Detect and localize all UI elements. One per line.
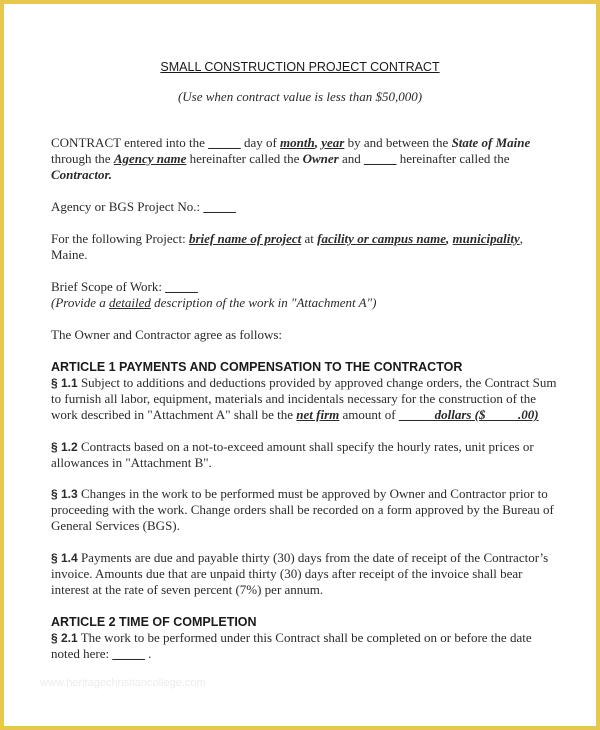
- intro-text: day of: [240, 135, 281, 150]
- section-text: General Services (BGS).: [51, 518, 180, 533]
- scope-label: Brief Scope of Work:: [51, 279, 166, 294]
- intro-text: CONTRACT entered into the: [51, 135, 209, 150]
- agency-project-line: [51, 199, 561, 215]
- agency-project-blank: _____: [203, 199, 236, 214]
- section-text: Payments are due and payable thirty (30) days from the date of receipt of the Contractor’s: [77, 550, 549, 565]
- intro-text: by and between the: [344, 135, 452, 150]
- facility-field: facility or campus name: [317, 231, 447, 246]
- document-title: SMALL CONSTRUCTION PROJECT CONTRACT: [160, 60, 440, 74]
- contractor-term: Contractor.: [51, 167, 113, 182]
- intro-text: ,: [314, 135, 322, 150]
- section-text: noted here:: [51, 646, 113, 661]
- section-text: amount of: [339, 407, 399, 422]
- section-text: Contracts based on a not-to-exceed amount shall specify the hourly rates, unit prices or: [77, 439, 534, 454]
- cents-label: .00): [518, 407, 539, 422]
- project-label: For the following Project:: [51, 231, 189, 246]
- dollars-blank: _____: [485, 407, 519, 422]
- project-paragraph: [51, 231, 561, 263]
- section-text: The work to be performed under this Contract shall be completed on or before the date: [77, 630, 532, 645]
- section-text: allowances in "Attachment B".: [51, 455, 212, 470]
- watermark: www.heritagechristiancollege.com: [40, 677, 206, 689]
- section-text: interest at the rate of seven percent (7%) per annum.: [51, 582, 324, 597]
- project-text: ,: [446, 231, 453, 246]
- project-state: Maine.: [51, 247, 88, 262]
- net-firm-term: net firm: [296, 407, 340, 422]
- scope-paragraph: [51, 279, 561, 311]
- project-text: ,: [519, 231, 523, 246]
- section-text: proceeding with the work. Change orders shall be recorded on a form approved by the Bureau of: [51, 502, 554, 517]
- month-field: month: [280, 135, 315, 150]
- intro-text: hereinafter called the: [186, 151, 303, 166]
- section-1-4: [51, 550, 561, 598]
- article-1: [51, 359, 561, 423]
- section-number: § 2.1: [51, 631, 78, 645]
- municipality-field: municipality: [452, 231, 520, 246]
- dollars-label: dollars ($: [431, 407, 486, 422]
- intro-text: hereinafter called the: [396, 151, 510, 166]
- contractor-blank: _____: [364, 151, 397, 166]
- section-text: invoice. Amounts due that are unpaid thirty (30) days after receipt of the invoice shall bear: [51, 566, 523, 581]
- state-name: State of Maine: [451, 135, 531, 150]
- intro-paragraph: [51, 135, 561, 183]
- section-number: § 1.4: [51, 551, 78, 565]
- section-text: work described in "Attachment A" shall be the: [51, 407, 297, 422]
- section-text: .: [144, 646, 152, 661]
- year-field: year: [321, 135, 345, 150]
- scope-note: description of the work in "Attachment A"): [150, 295, 377, 310]
- article-2: [51, 614, 561, 662]
- agency-name-field: Agency name: [113, 151, 187, 166]
- completion-date-blank: _____: [112, 646, 145, 661]
- agency-project-label: Agency or BGS Project No.:: [51, 199, 204, 214]
- section-number: § 1.2: [51, 440, 78, 454]
- amount-blank: _____: [398, 407, 432, 422]
- section-number: § 1.1: [51, 376, 78, 390]
- section-1-3: [51, 486, 561, 534]
- document-page: [4, 4, 596, 726]
- day-blank: _____: [208, 135, 241, 150]
- section-text: to furnish all labor, equipment, materials and incidentals necessary for the construction of the: [51, 391, 537, 406]
- intro-text: and: [338, 151, 365, 166]
- section-text: Subject to additions and deductions provided by approved change orders, the Contract Sum: [77, 375, 557, 390]
- section-number: § 1.3: [51, 487, 78, 501]
- scope-blank: _____: [165, 279, 198, 294]
- agree-line: The Owner and Contractor agree as follows:: [51, 327, 283, 342]
- scope-note: (Provide a: [51, 295, 109, 310]
- owner-term: Owner: [302, 151, 339, 166]
- document-subtitle: (Use when contract value is less than $50,000): [177, 89, 423, 104]
- scope-note-detailed: detailed: [109, 295, 151, 310]
- intro-text: through the: [51, 151, 114, 166]
- article-1-heading: ARTICLE 1 PAYMENTS AND COMPENSATION TO THE CONTRACTOR: [51, 360, 463, 374]
- project-name-field: brief name of project: [188, 231, 302, 246]
- section-text: Changes in the work to be performed must be approved by Owner and Contractor prior to: [77, 486, 548, 501]
- article-2-heading: ARTICLE 2 TIME OF COMPLETION: [51, 615, 257, 629]
- project-text: at: [301, 231, 318, 246]
- section-1-2: [51, 439, 561, 471]
